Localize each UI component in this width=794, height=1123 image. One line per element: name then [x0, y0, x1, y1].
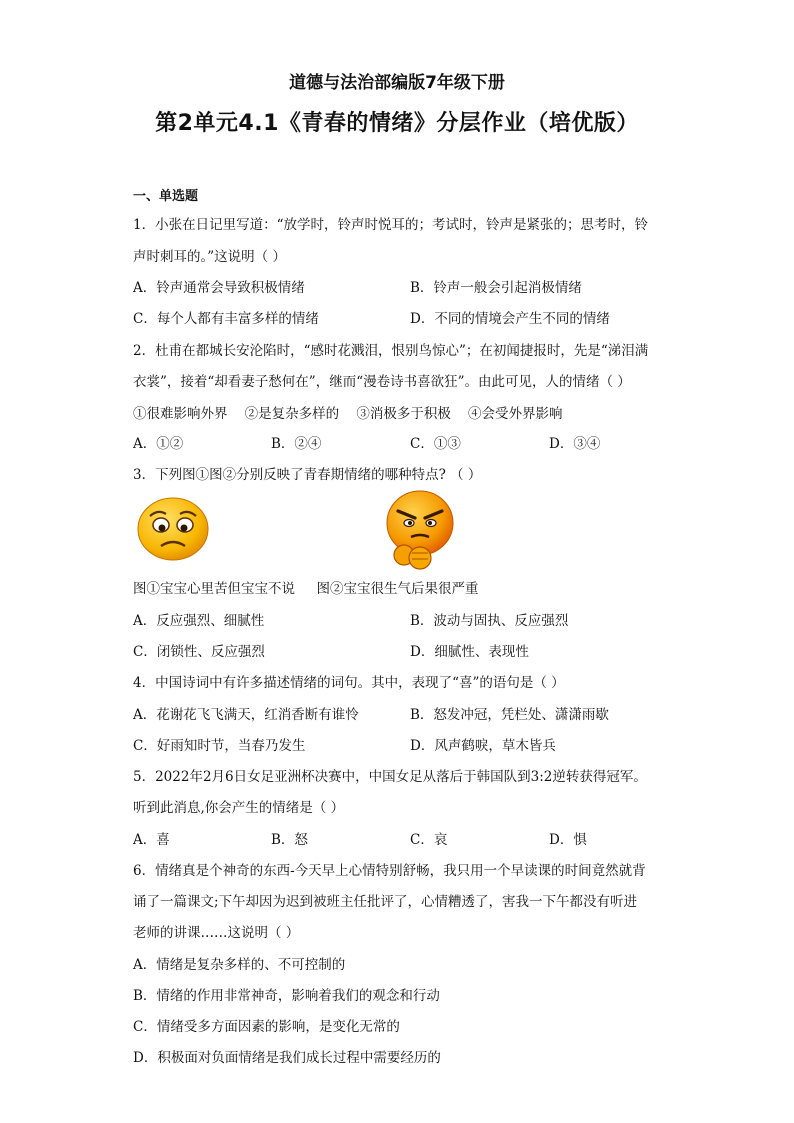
question-3-caption: 图①宝宝心里苦但宝宝不说 图②宝宝很生气后果很严重: [133, 581, 479, 597]
question-3-option-c: C．闭锁性、反应强烈: [133, 644, 265, 660]
question-1-line-1: 1．小张在日记里写道：“放学时，铃声时悦耳的；考试时，铃声是紧张的；思考时，铃: [133, 217, 648, 233]
question-4-option-d: D．风声鹤唳，草木皆兵: [410, 738, 556, 754]
question-6-option-d: D．积极面对负面情绪是我们成长过程中需要经历的: [133, 1050, 441, 1066]
question-5-option-d: D．惧: [549, 832, 587, 848]
question-4-option-a: A．花谢花飞飞满天，红消香断有谁怜: [133, 707, 359, 723]
question-6-option-b: B．情绪的作用非常神奇，影响着我们的观念和行动: [133, 988, 440, 1004]
question-6-line-2: 诵了一篇课文;下午却因为迟到被班主任批评了，心情糟透了，害我一下午都没有听进: [133, 894, 638, 910]
question-6-line-3: 老师的讲课……这说明（ ）: [133, 925, 300, 941]
question-2-option-d: D．③④: [549, 436, 601, 452]
question-4-option-b: B．怒发冲冠，凭栏处、潇潇雨歇: [410, 707, 609, 723]
question-1-line-2: 声时刺耳的。”这说明（ ）: [133, 249, 286, 265]
question-4-line-1: 4．中国诗词中有许多描述情绪的词句。其中，表现了“喜”的语句是（ ）: [133, 675, 565, 691]
question-1-option-b: B．铃声一般会引起消极情绪: [410, 280, 582, 296]
question-2-line-1: 2．杜甫在都城长安沦陷时，“感时花溅泪，恨别鸟惊心”；在初闻捷报时，先是“涕泪满: [133, 343, 649, 359]
question-5-line-1: 5．2022年2月6日女足亚洲杯决赛中，中国女足从落后于韩国队到3:2逆转获得冠军。: [133, 769, 647, 785]
question-1-option-a: A．铃声通常会导致积极情绪: [133, 280, 305, 296]
question-3-option-a: A．反应强烈、细腻性: [133, 613, 265, 629]
document-title: 第2单元4.1《青春的情绪》分层作业（培优版）: [155, 111, 639, 136]
section-heading: 一、单选题: [133, 189, 199, 204]
question-5-line-2: 听到此消息,你会产生的情绪是（ ）: [133, 800, 345, 816]
question-5-option-b: B．怒: [271, 832, 308, 848]
question-3-option-b: B．波动与固执、反应强烈: [410, 613, 569, 629]
question-6-option-c: C．情绪受多方面因素的影响，是变化无常的: [133, 1019, 400, 1035]
angry-face-icon: [384, 489, 456, 571]
question-4-option-c: C．好雨知时节，当春乃发生: [133, 738, 306, 754]
document-subtitle: 道德与法治部编版7年级下册: [289, 73, 505, 93]
question-1-option-c: C．每个人都有丰富多样的情绪: [133, 311, 319, 327]
question-1-option-d: D．不同的情境会产生不同的情绪: [410, 311, 610, 327]
question-5-option-c: C．哀: [410, 832, 448, 848]
question-2-option-a: A．①②: [133, 436, 184, 452]
worried-face-icon: [136, 496, 210, 562]
question-2-option-b: B．②④: [271, 436, 322, 452]
question-3-line-1: 3．下列图①图②分别反映了青春期情绪的哪种特点? （ ）: [133, 467, 482, 483]
question-6-option-a: A．情绪是复杂多样的、不可控制的: [133, 957, 346, 973]
question-2-statements: ①很难影响外界 ②是复杂多样的 ③消极多于积极 ④会受外界影响: [133, 406, 563, 422]
question-2-line-2: 衣裳”，接着“却看妻子愁何在”，继而“漫卷诗书喜欲狂”。由此可见，人的情绪（ ）: [133, 374, 631, 390]
question-6-line-1: 6．情绪真是个神奇的东西-今天早上心情特别舒畅，我只用一个早读课的时间竟然就背: [133, 863, 646, 879]
question-5-option-a: A．喜: [133, 832, 170, 848]
question-3-option-d: D．细腻性、表现性: [410, 644, 529, 660]
question-2-option-c: C．①③: [410, 436, 461, 452]
